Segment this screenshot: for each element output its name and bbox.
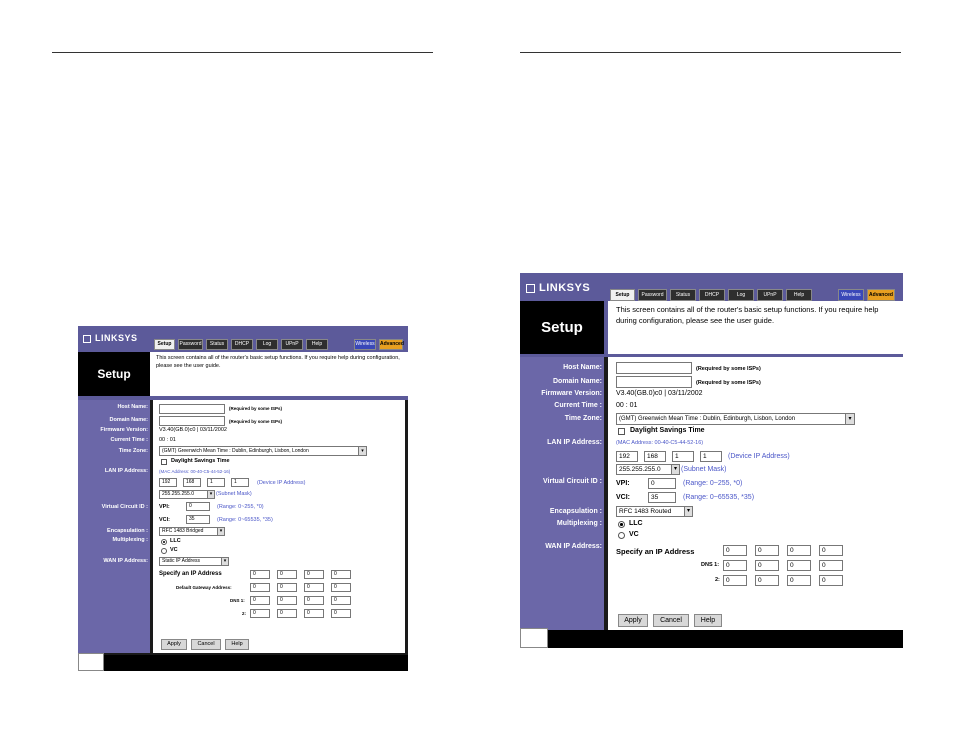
setup-screenshot-bridged: [78, 326, 408, 671]
mac-address: (MAC Address: 00-40-C5-44-52-16): [616, 440, 704, 446]
dns1-3[interactable]: 0: [304, 596, 324, 605]
gateway-1[interactable]: 0: [250, 583, 270, 592]
tab-setup[interactable]: Setup: [610, 289, 635, 301]
nav-tabs: [610, 289, 812, 301]
specify-ip-label: Specify an IP Address: [616, 547, 695, 556]
host-name-note: (Required by some ISPs): [696, 366, 761, 372]
gateway-4[interactable]: 0: [331, 583, 351, 592]
subnet-select[interactable]: 255.255.255.0 ▾: [616, 464, 680, 475]
dns1-4[interactable]: 0: [331, 596, 351, 605]
tab-wireless[interactable]: Wireless: [838, 289, 864, 301]
host-name-input[interactable]: [159, 404, 225, 414]
label-host-name: Host Name:: [117, 404, 148, 410]
linksys-logo: LINKSYS: [83, 333, 138, 343]
dns1-3[interactable]: 0: [787, 560, 811, 571]
dns1-label: DNS 1:: [230, 598, 245, 603]
llc-label: LLC: [629, 520, 643, 527]
label-lan-ip: LAN IP Address:: [104, 468, 148, 474]
wan-ip-4[interactable]: 0: [819, 545, 843, 556]
domain-name-input[interactable]: [616, 376, 692, 388]
label-multiplexing: Multiplexing :: [556, 520, 602, 527]
lan-ip-3[interactable]: 1: [672, 451, 694, 462]
lan-ip-4[interactable]: 1: [231, 478, 249, 487]
dns1-2[interactable]: 0: [755, 560, 779, 571]
wan-ip-3[interactable]: 0: [787, 545, 811, 556]
dns2-2[interactable]: 0: [277, 609, 297, 618]
vci-range: (Range: 0~65535, *35): [217, 517, 273, 523]
vc-radio[interactable]: [161, 548, 167, 554]
dns1-1[interactable]: 0: [723, 560, 747, 571]
label-virtual-circuit: Virtual Circuit ID :: [101, 504, 148, 510]
tab-help[interactable]: Help: [306, 339, 328, 350]
mac-address: (MAC Address: 00-40-C5-44-52-16): [159, 469, 231, 474]
subnet-note: (Subnet Mask): [681, 466, 727, 473]
footer-box: [520, 628, 548, 648]
tab-dhcp[interactable]: DHCP: [231, 339, 253, 350]
footer-bar: [78, 655, 408, 671]
cancel-button[interactable]: Cancel: [191, 639, 221, 650]
tab-setup[interactable]: Setup: [154, 339, 175, 350]
wan-ip-select[interactable]: Static IP Address ▾: [159, 557, 229, 566]
tab-advanced[interactable]: Advanced: [867, 289, 895, 301]
tab-password[interactable]: Password: [178, 339, 203, 350]
firmware-value: V3.40(GB.0)c0 | 03/11/2002: [159, 427, 227, 433]
page-rule-left: [52, 52, 433, 53]
label-wan-ip: WAN IP Address:: [545, 543, 602, 550]
dns2-2[interactable]: 0: [755, 575, 779, 586]
label-current-time: Current Time :: [554, 402, 602, 409]
vpi-input[interactable]: 0: [648, 478, 676, 489]
subnet-select[interactable]: 255.255.255.0 ▾: [159, 490, 215, 499]
dns2-label: 2:: [242, 611, 247, 616]
encapsulation-select[interactable]: RFC 1483 Bridged ▾: [159, 527, 225, 536]
label-virtual-circuit: Virtual Circuit ID :: [543, 478, 602, 485]
vc-radio[interactable]: [618, 532, 625, 539]
page-rule-right: [520, 52, 901, 53]
vci-range: (Range: 0~65535, *35): [683, 494, 755, 501]
specify-ip-label: Specify an IP Address: [159, 571, 222, 577]
vc-label: VC: [629, 531, 639, 538]
tab-log[interactable]: Log: [728, 289, 754, 301]
gateway-label: Default Gateway Address:: [176, 585, 232, 590]
llc-radio[interactable]: [161, 539, 167, 545]
setup-screenshot-routed: [520, 273, 903, 648]
current-time-value: 00 : 01: [159, 437, 176, 443]
label-firmware: Firmware Version:: [541, 390, 602, 397]
tab-advanced[interactable]: Advanced: [379, 339, 403, 350]
tab-log[interactable]: Log: [256, 339, 278, 350]
host-name-note: (Required by some ISPs): [229, 406, 283, 411]
apply-button[interactable]: Apply: [618, 614, 648, 627]
subnet-note: (Subnet Mask): [216, 491, 252, 497]
host-name-input[interactable]: [616, 362, 692, 374]
sidebar: [520, 357, 604, 630]
tab-status[interactable]: Status: [206, 339, 228, 350]
wan-ip-4[interactable]: 0: [331, 570, 351, 579]
time-zone-select[interactable]: (GMT) Greenwich Mean Time : Dublin, Edinburgh, Lisbon, London ▾: [616, 413, 855, 425]
nav-tabs: [154, 339, 328, 350]
wan-ip-1[interactable]: 0: [250, 570, 270, 579]
vpi-label: VPI:: [616, 480, 630, 487]
daylight-label: Daylight Savings Time: [630, 427, 705, 434]
firmware-value: V3.40(GB.0)c0 | 03/11/2002: [616, 390, 703, 397]
dns1-2[interactable]: 0: [277, 596, 297, 605]
tab-upnp[interactable]: UPnP: [281, 339, 303, 350]
wan-ip-2[interactable]: 0: [755, 545, 779, 556]
vci-label: VCI:: [159, 517, 170, 523]
help-button[interactable]: Help: [225, 639, 249, 650]
llc-label: LLC: [170, 538, 181, 544]
vpi-range: (Range: 0~255, *0): [683, 480, 743, 487]
current-time-value: 00 : 01: [616, 402, 638, 409]
daylight-checkbox[interactable]: [161, 459, 167, 465]
lan-ip-1[interactable]: 192: [616, 451, 638, 462]
domain-name-note: (Required by some ISPs): [696, 380, 761, 386]
nav-tabs-right: [354, 339, 403, 350]
dns2-label: 2:: [715, 577, 720, 583]
label-encapsulation: Encapsulation :: [107, 528, 148, 534]
vpi-input[interactable]: 0: [186, 502, 210, 511]
domain-name-input[interactable]: [159, 416, 225, 426]
wan-ip-3[interactable]: 0: [304, 570, 324, 579]
device-ip-note: (Device IP Address): [728, 453, 790, 460]
gateway-3[interactable]: 0: [304, 583, 324, 592]
device-ip-note: (Device IP Address): [257, 480, 306, 486]
page-title: Setup: [520, 301, 604, 354]
linksys-logo: LINKSYS: [526, 282, 590, 294]
dns1-label: DNS 1:: [701, 562, 720, 568]
time-zone-select[interactable]: (GMT) Greenwich Mean Time : Dublin, Edinburgh, Lisbon, London ▾: [159, 446, 367, 456]
tab-status[interactable]: Status: [670, 289, 696, 301]
intro-text: This screen contains all of the router's basic setup functions. If you require help during configuration, please see the user guide.: [608, 301, 903, 354]
tab-wireless[interactable]: Wireless: [354, 339, 376, 350]
label-time-zone: Time Zone:: [118, 448, 148, 454]
label-encapsulation: Encapsulation :: [549, 508, 602, 515]
lan-ip-2[interactable]: 168: [183, 478, 201, 487]
label-multiplexing: Multiplexing :: [112, 537, 148, 543]
vci-input[interactable]: 35: [186, 515, 210, 524]
nav-tabs-right: [838, 289, 895, 301]
llc-radio[interactable]: [618, 521, 625, 528]
gateway-2[interactable]: 0: [277, 583, 297, 592]
encapsulation-select[interactable]: RFC 1483 Routed ▾: [616, 506, 693, 517]
tab-upnp[interactable]: UPnP: [757, 289, 783, 301]
lan-ip-3[interactable]: 1: [207, 478, 225, 487]
dns1-1[interactable]: 0: [250, 596, 270, 605]
label-lan-ip: LAN IP Address:: [547, 439, 602, 446]
domain-name-note: (Required by some ISPs): [229, 419, 283, 424]
dns1-4[interactable]: 0: [819, 560, 843, 571]
tab-help[interactable]: Help: [786, 289, 812, 301]
label-current-time: Current Time :: [110, 437, 148, 443]
lan-ip-1[interactable]: 192: [159, 478, 177, 487]
vpi-label: VPI:: [159, 504, 170, 510]
help-button[interactable]: Help: [694, 614, 722, 627]
lan-ip-2[interactable]: 168: [644, 451, 666, 462]
daylight-checkbox[interactable]: [618, 428, 625, 435]
dns2-3[interactable]: 0: [304, 609, 324, 618]
wan-ip-2[interactable]: 0: [277, 570, 297, 579]
daylight-label: Daylight Savings Time: [171, 458, 230, 464]
vc-label: VC: [170, 547, 178, 553]
dns2-4[interactable]: 0: [331, 609, 351, 618]
vpi-range: (Range: 0~255, *0): [217, 504, 264, 510]
footer-bar: [520, 630, 903, 648]
lan-ip-4[interactable]: 1: [700, 451, 722, 462]
vci-label: VCI:: [616, 494, 630, 501]
dns2-3[interactable]: 0: [787, 575, 811, 586]
label-domain-name: Domain Name:: [109, 417, 148, 423]
dns2-1[interactable]: 0: [723, 575, 747, 586]
label-host-name: Host Name:: [563, 364, 602, 371]
wan-ip-1[interactable]: 0: [723, 545, 747, 556]
tab-password[interactable]: Password: [638, 289, 667, 301]
intro-text: This screen contains all of the router's basic setup functions. If you require help during configuration, please see the user guide.: [150, 352, 408, 396]
label-wan-ip: WAN IP Address:: [103, 558, 148, 564]
page-title: Setup: [78, 352, 150, 396]
label-domain-name: Domain Name:: [552, 378, 602, 385]
label-firmware: Firmware Version:: [100, 427, 148, 433]
footer-box: [78, 653, 104, 671]
apply-button[interactable]: Apply: [161, 639, 187, 650]
dns2-4[interactable]: 0: [819, 575, 843, 586]
vci-input[interactable]: 35: [648, 492, 676, 503]
dns2-1[interactable]: 0: [250, 609, 270, 618]
tab-dhcp[interactable]: DHCP: [699, 289, 725, 301]
cancel-button[interactable]: Cancel: [653, 614, 689, 627]
label-time-zone: Time Zone:: [564, 415, 602, 422]
